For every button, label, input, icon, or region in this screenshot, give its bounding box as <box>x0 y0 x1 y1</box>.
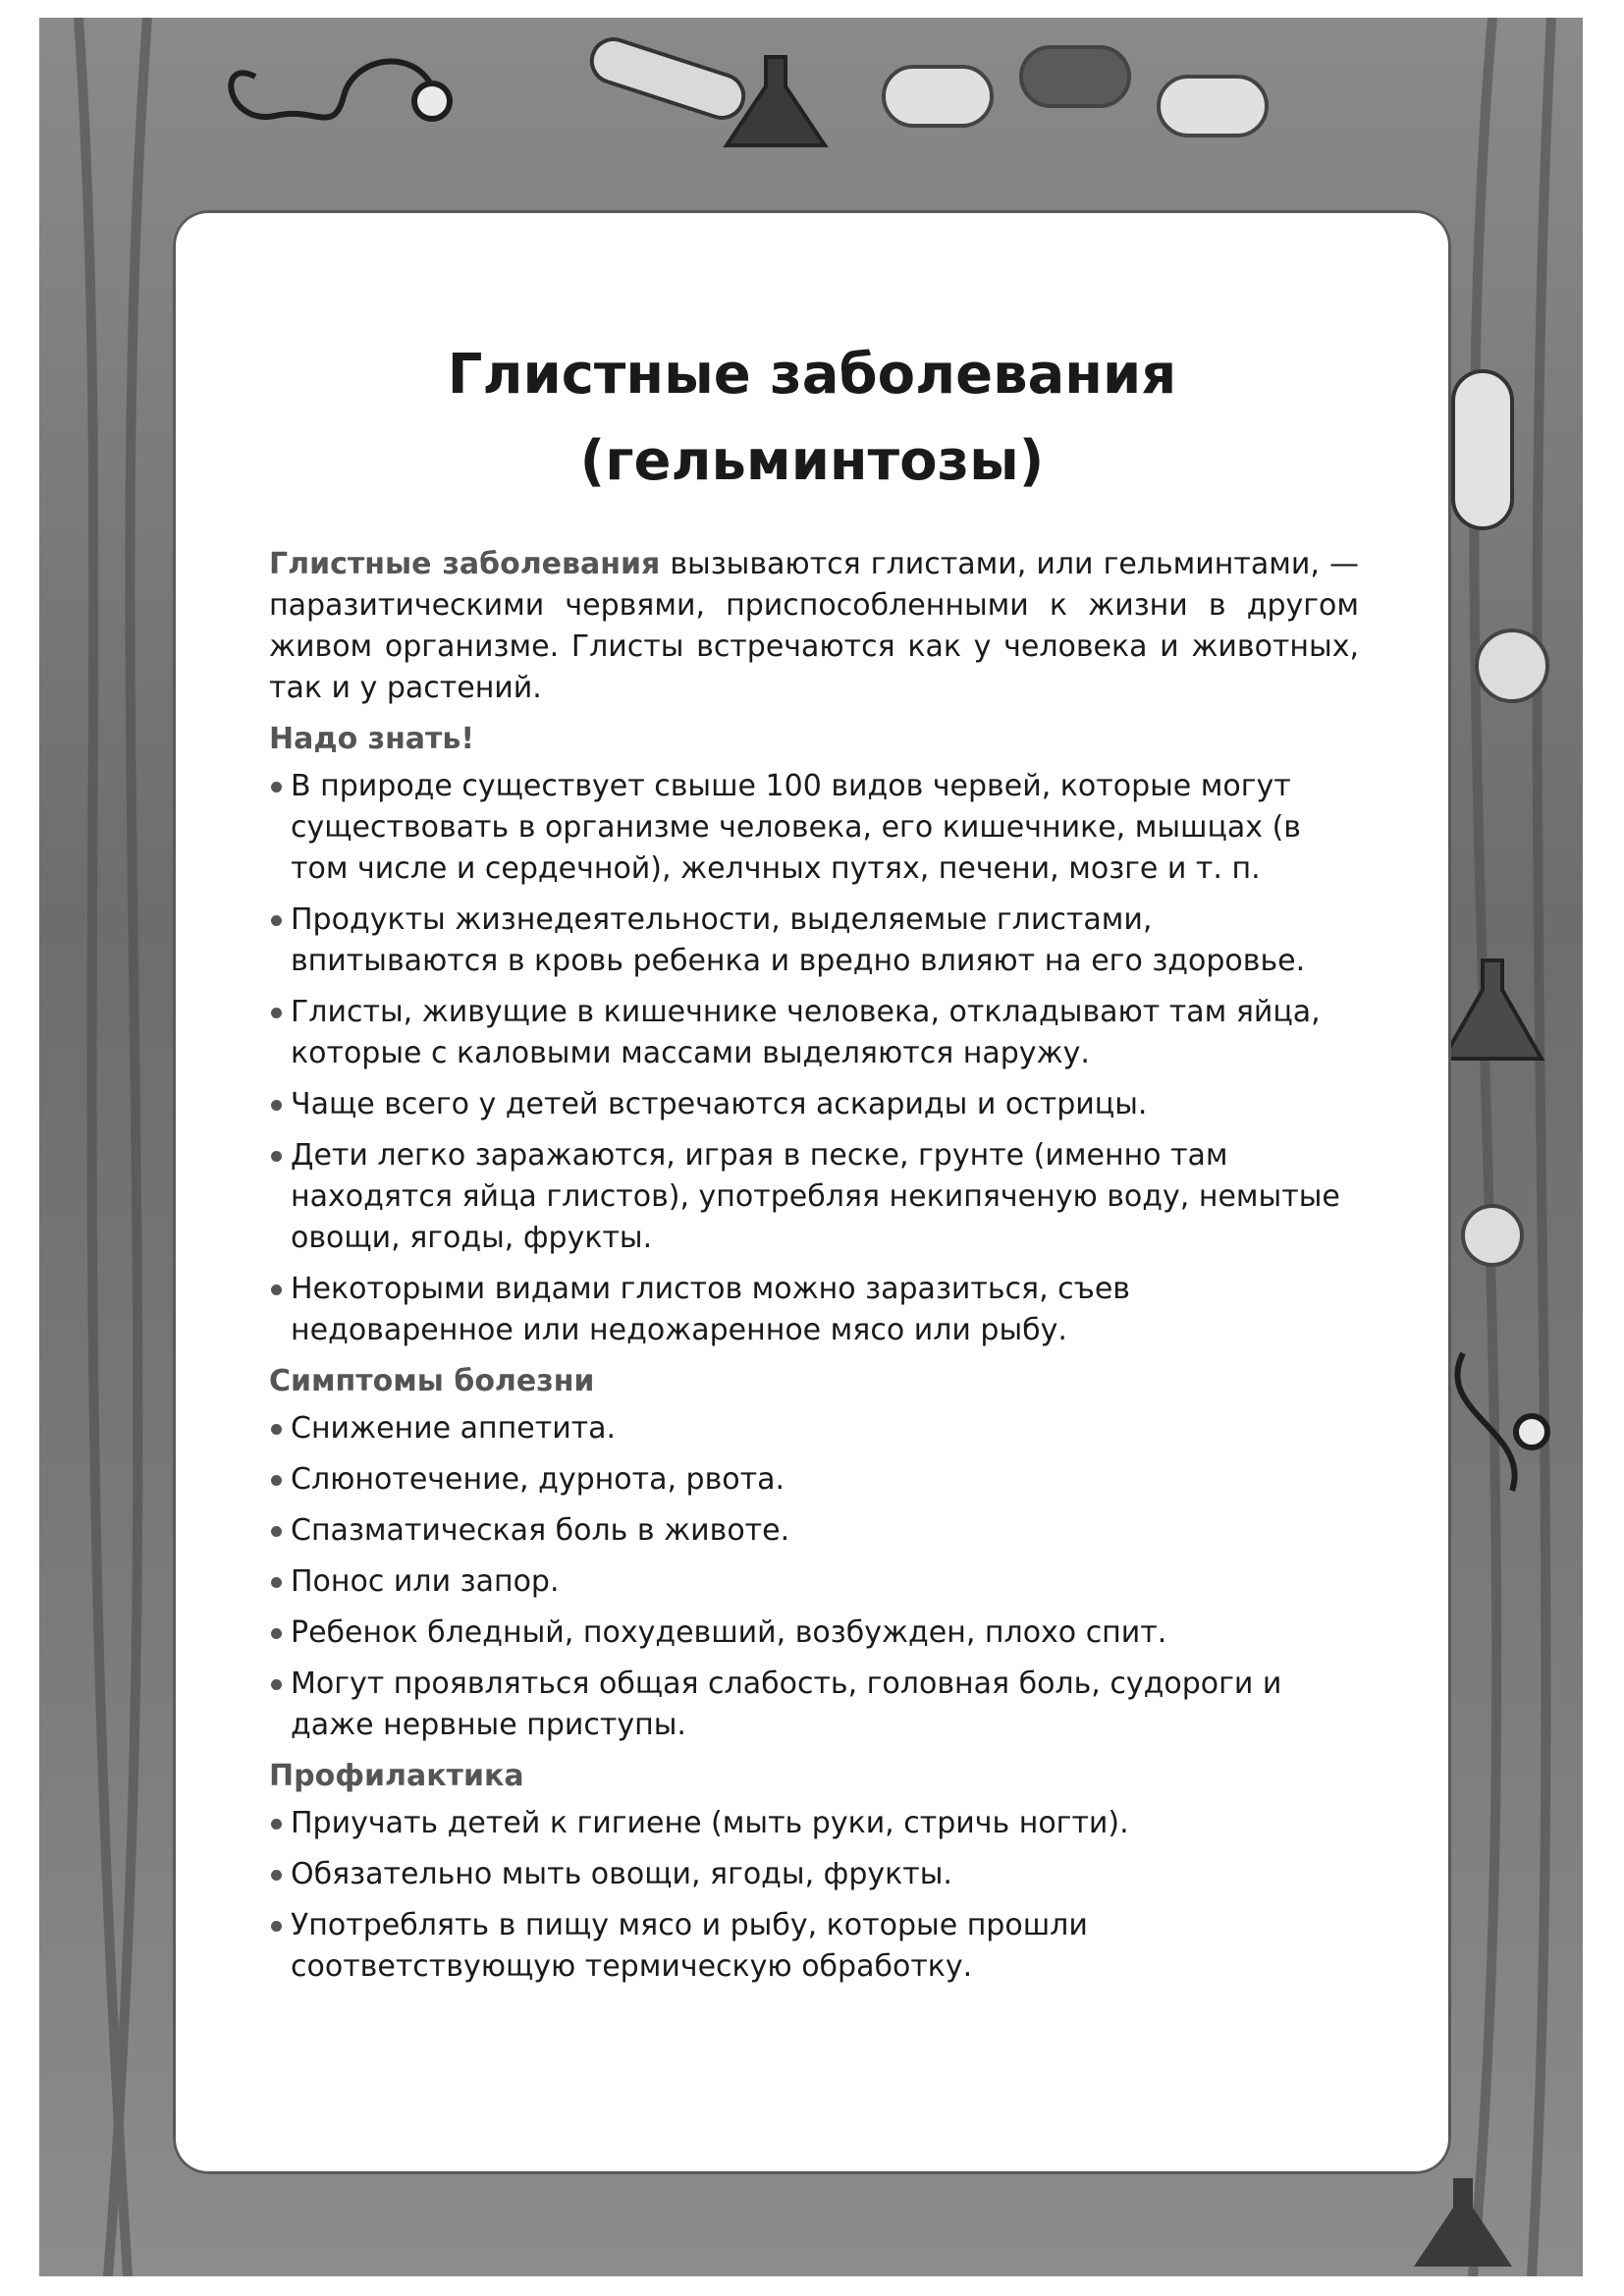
know-list <box>269 766 1359 1351</box>
bullet-icon <box>271 1679 282 1690</box>
list-item <box>269 1561 1359 1603</box>
bullet-icon <box>271 1475 282 1486</box>
list-item-text: Употреблять в пищу мясо и рыбу, которые прошли соответствующую термическую обработку. <box>291 1908 1088 1984</box>
list-item-text: Дети легко заражаются, играя в песке, грунте (именно там находятся яйца глистов), употребляя некипяченую воду, немытые овощи, ягоды, фрукты. <box>291 1138 1340 1255</box>
pills-icon <box>884 47 1267 136</box>
list-item-text: Глисты, живущие в кишечнике человека, откладывают там яйца, которые с каловыми массами выделяются наружу. <box>291 995 1321 1070</box>
bullet-icon <box>271 1628 282 1639</box>
bullet-icon <box>271 1285 282 1295</box>
symptoms-list <box>269 1408 1359 1746</box>
list-item <box>269 766 1359 890</box>
list-item-text: Продукты жизнедеятельности, выделяемые глистами, впитываются в кровь ребенка и вредно влияют на его здоровье. <box>291 902 1306 978</box>
list-item-text: Понос или запор. <box>291 1564 560 1599</box>
flask-right-icon <box>1443 960 1542 1059</box>
stethoscope-icon <box>231 62 450 119</box>
intro-paragraph <box>269 544 1359 709</box>
list-item <box>269 900 1359 982</box>
list-item-text: Чаще всего у детей встречаются аскариды и острицы. <box>291 1087 1148 1121</box>
intro-text: вызываются глистами, или гельминтами, — паразитическими червями, приспособленными к жизни в другом живом организме. Глисты встречаются как у человека и животных, так и у растений. <box>269 547 1359 705</box>
section-heading-prevention: Профилактика <box>269 1759 524 1793</box>
list-item-text: В природе существует свыше 100 видов червей, которые могут существовать в организме человека, его кишечнике, мышцах (в том числе и сердечной), желчных путях, печени, мозге и т. п. <box>291 769 1301 886</box>
page-title-line-2: (гельминтозы) <box>579 429 1045 493</box>
content-card <box>173 210 1451 2174</box>
list-item-text: Обязательно мыть овощи, ягоды, фрукты. <box>291 1857 952 1891</box>
list-item-text: Ребенок бледный, похудевший, возбужден, плохо спит. <box>291 1615 1167 1650</box>
list-item <box>269 1854 1359 1895</box>
section-heading-symptoms: Симптомы болезни <box>269 1364 595 1398</box>
bullet-icon <box>271 782 282 793</box>
bullet-icon <box>271 1424 282 1435</box>
list-item <box>269 1269 1359 1351</box>
list-item <box>269 1803 1359 1844</box>
list-item-text: Некоторыми видами глистов можно заразиться, съев недоваренное или недожаренное мясо или рыбу. <box>291 1272 1130 1347</box>
decorative-frame <box>39 18 1583 2276</box>
flask-bottom-icon <box>1414 2178 1512 2267</box>
bullet-icon <box>271 915 282 926</box>
list-item <box>269 1613 1359 1654</box>
list-item <box>269 1408 1359 1449</box>
page-title-line-1: Глистные заболевания <box>447 343 1177 407</box>
list-item <box>269 1459 1359 1501</box>
bullet-icon <box>271 1921 282 1932</box>
list-item <box>269 1084 1359 1125</box>
list-item <box>269 1510 1359 1552</box>
list-item <box>269 1905 1359 1988</box>
bullet-icon <box>271 1008 282 1018</box>
bullet-icon <box>271 1577 282 1588</box>
stethoscope-right-icon <box>1457 1353 1547 1491</box>
bullet-icon <box>271 1819 282 1830</box>
list-item-text: Могут проявляться общая слабость, головная боль, судороги и даже нервные приступы. <box>291 1667 1282 1742</box>
list-item-text: Слюнотечение, дурнота, рвота. <box>291 1462 785 1497</box>
bullet-icon <box>271 1526 282 1537</box>
section-heading-know: Надо знать! <box>269 722 475 756</box>
list-item <box>269 1135 1359 1259</box>
list-item <box>269 1664 1359 1746</box>
list-item <box>269 992 1359 1074</box>
thermometer-right-icon <box>1453 371 1512 528</box>
list-item-text: Спазматическая боль в животе. <box>291 1513 790 1548</box>
list-item-text: Приучать детей к гигиене (мыть руки, стричь ногти). <box>291 1806 1129 1840</box>
article-body <box>269 544 1359 1997</box>
prevention-list <box>269 1803 1359 1988</box>
bullet-icon <box>271 1870 282 1881</box>
thermometer-icon <box>586 33 749 123</box>
list-item-text: Снижение аппетита. <box>291 1411 617 1446</box>
intro-lead: Глистные заболевания <box>269 547 661 581</box>
bullet-icon <box>271 1151 282 1162</box>
bullet-icon <box>271 1100 282 1111</box>
